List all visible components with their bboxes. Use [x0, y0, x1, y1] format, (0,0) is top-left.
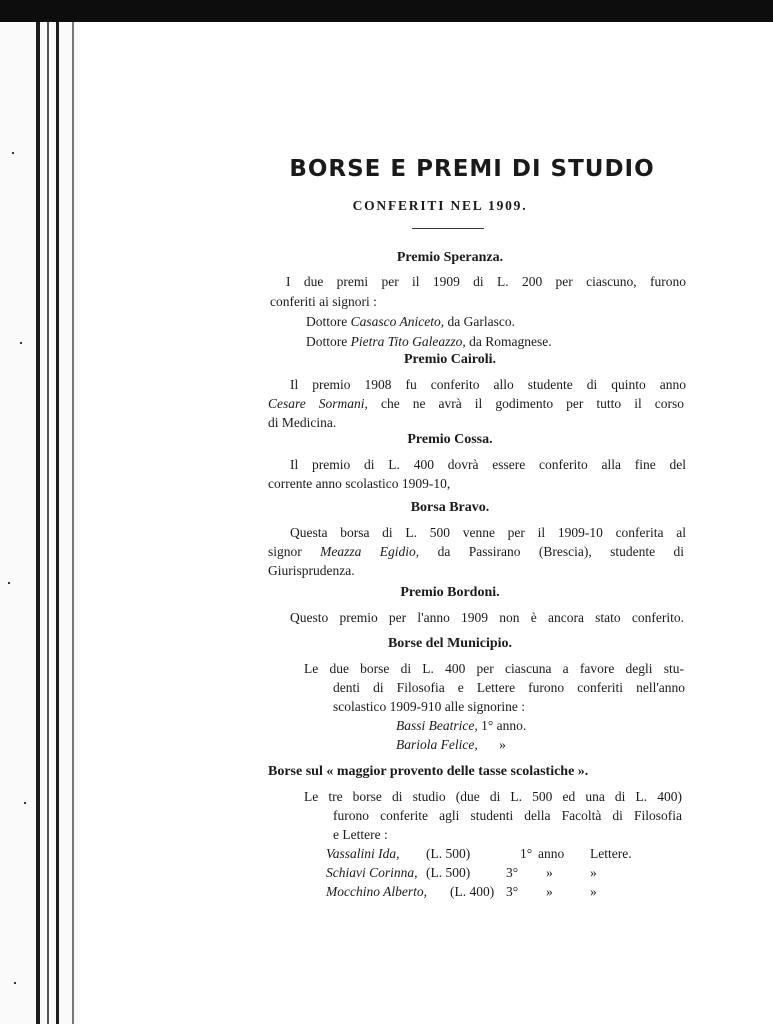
row-anno: anno: [538, 846, 565, 861]
row-name: Mocchino Alberto,: [326, 884, 427, 899]
row-year: 3°: [506, 865, 519, 880]
paper-speck: [8, 582, 10, 584]
winner-name: Pietra Tito Galeazzo,: [350, 334, 466, 349]
tasse-line1: Le tre borse di studio (due di L. 500 ed una di L. 400): [304, 789, 682, 804]
section-heading-bordoni: Premio Bordoni.: [400, 585, 500, 600]
winner-name: Bariola Felice,: [396, 737, 478, 752]
paper-speck: [12, 152, 14, 154]
municipio-line1: Le due borse di L. 400 per ciascuna a favore degli stu-: [304, 661, 684, 676]
winner-origin: da Romagnese.: [469, 334, 552, 349]
section-heading-cairoli: Premio Cairoli.: [403, 352, 497, 367]
row-amount: (L. 500): [426, 846, 471, 861]
section-heading-cossa: Premio Cossa.: [407, 432, 493, 447]
bravo-line2: [268, 544, 684, 560]
row-name: Vassalini Ida,: [326, 846, 400, 861]
winner-prefix: Dottore: [306, 314, 348, 329]
speranza-line1: I due premi per il 1909 di L. 200 per ciascuno, furono: [286, 274, 686, 289]
row-faculty: Lettere.: [590, 846, 632, 861]
winner-name: Bassi Beatrice,: [396, 718, 478, 733]
page-subtitle: CONFERITI NEL 1909.: [352, 198, 528, 213]
tasse-line2: furono conferite agli studenti della Facoltà di Filosofia: [333, 808, 682, 823]
bravo-line2-pre: signor: [268, 544, 302, 559]
winner-prefix: Dottore: [306, 334, 348, 349]
binding-line: [36, 22, 40, 1024]
speranza-winner-1: [306, 314, 515, 330]
bravo-line1: Questa borsa di L. 500 venne per il 1909-10 conferita al: [290, 525, 686, 540]
municipio-line3: scolastico 1909-910 alle signorine :: [333, 699, 525, 714]
tasse-line3: e Lettere :: [333, 827, 388, 842]
municipio-winner-2: [396, 737, 506, 753]
row-anno: »: [546, 884, 553, 899]
ditto-mark: »: [499, 737, 506, 752]
cairoli-line2: [268, 396, 684, 412]
bravo-line3: Giurisprudenza.: [268, 563, 355, 578]
cossa-line1: Il premio di L. 400 dovrà essere conferito alla fine del: [290, 457, 686, 472]
paper-speck: [14, 982, 16, 984]
row-amount: (L. 500): [426, 865, 471, 880]
student-name: Meazza Egidio,: [320, 544, 420, 559]
cossa-line2: corrente anno scolastico 1909-10,: [268, 476, 451, 491]
row-amount: (L. 400): [450, 884, 495, 899]
cairoli-line3: di Medicina.: [268, 415, 337, 430]
cairoli-line2-rest: che ne avrà il godimento per tutto il corso: [380, 396, 685, 411]
paper-speck: [20, 342, 22, 344]
municipio-winner-1: [396, 718, 526, 734]
row-year: 3°: [506, 884, 519, 899]
bordoni-line1: Questo premio per l'anno 1909 non è ancora stato conferito.: [290, 610, 684, 625]
book-binding-edge: [0, 22, 80, 1024]
section-heading-bravo: Borsa Bravo.: [410, 500, 490, 515]
section-heading-municipio: Borse del Municipio.: [387, 636, 513, 651]
speranza-line2: conferiti ai signori :: [270, 294, 377, 309]
row-anno: »: [546, 865, 553, 880]
section-heading-speranza: Premio Speranza.: [396, 250, 504, 265]
bravo-line2-rest: da Passirano (Brescia), studente di: [437, 544, 685, 559]
binding-line: [56, 22, 59, 1024]
winner-name: Casasco Aniceto,: [350, 314, 445, 329]
student-name: Cesare Sormani,: [268, 396, 368, 411]
page-title: BORSE E PREMI DI STUDIO: [289, 156, 655, 182]
row-year: 1°: [520, 846, 533, 861]
title-divider: [412, 228, 484, 229]
winner-year: 1° anno.: [481, 718, 527, 733]
section-heading-tasse: Borse sul « maggior provento delle tasse scolastiche ».: [268, 764, 589, 779]
row-faculty: »: [590, 865, 597, 880]
winner-origin: da Garlasco.: [447, 314, 515, 329]
binding-line: [47, 22, 49, 1024]
speranza-winner-2: [306, 334, 552, 350]
cairoli-line1: Il premio 1908 fu conferito allo studente di quinto anno: [290, 377, 686, 392]
document-page: [80, 22, 773, 1024]
municipio-line2: denti di Filosofia e Lettere furono conferiti nell'anno: [333, 680, 685, 695]
row-name: Schiavi Corinna,: [326, 865, 418, 880]
binding-line: [72, 22, 74, 1024]
scan-top-border: [0, 0, 773, 22]
paper-speck: [24, 802, 26, 804]
row-faculty: »: [590, 884, 597, 899]
